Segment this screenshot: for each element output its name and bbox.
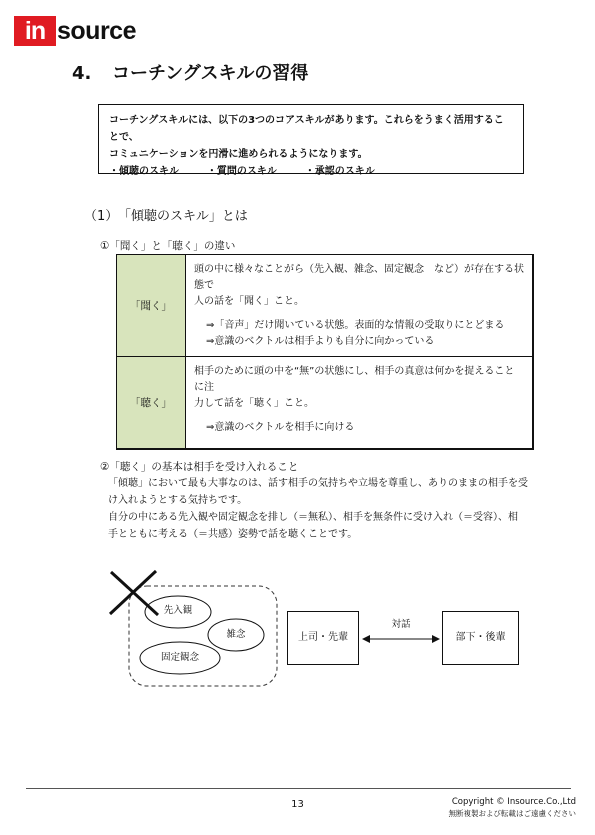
body-line: 「傾聴」において最も大事なのは、話す相手の気持ちや立場を尊重し、ありのままの相手を受	[108, 478, 528, 489]
summary-line-2: コミュニケーションを円滑に進められるようになります。	[109, 149, 368, 160]
bubble-label-distraction: 雑念	[226, 629, 246, 640]
point-2-title: ②「聴く」の基本は相手を受け入れること	[100, 461, 299, 473]
bubble-label-preconception: 先入観	[163, 605, 193, 616]
copyright-block	[426, 797, 576, 819]
dialogue-arrow	[362, 632, 440, 646]
section-title: コーチングスキルの習得	[112, 63, 309, 84]
copyright-text: Copyright © Insource.Co.,Ltd	[451, 797, 576, 807]
description-line: 頭の中に様々なことがら（先入観、雑念、固定観念 など）が存在する状態で	[194, 264, 524, 291]
note-line: ⇒意識のベクトルは相手よりも自分に向かっている	[206, 336, 435, 347]
note-line: ⇒「音声」だけ聞いている状態。表面的な情報の受取りにとどまる	[206, 320, 505, 331]
skill-questioning: ・質問のスキル	[206, 166, 277, 177]
footer-divider	[26, 788, 571, 789]
description-line: 力して話を「聴く」こと。	[194, 398, 314, 409]
logo-source-text: source	[57, 17, 136, 45]
bubble-label-fixed-idea: 固定観念	[160, 652, 199, 663]
subsection-number: （1）	[84, 209, 119, 224]
reproduction-notice: 無断複製および転載はご遠慮ください	[448, 809, 576, 818]
logo-in-block: in	[14, 16, 56, 46]
summary-line-1: コーチングスキルには、以下の3つのコアスキルがあります。これらをうまく活用することで、	[109, 115, 504, 143]
section-number: 4.	[72, 63, 92, 84]
box-subordinate: 部下・後輩	[442, 611, 519, 665]
note-line: ⇒意識のベクトルを相手に向ける	[206, 422, 355, 433]
dialogue-label: 対話	[391, 619, 411, 630]
subsection-title: 「傾聴のスキル」とは	[118, 209, 248, 224]
box-superior: 上司・先輩	[287, 611, 359, 665]
point-1-title: ①「聞く」と「聴く」の違い	[100, 240, 236, 252]
skill-acknowledging: ・承認のスキル	[304, 166, 375, 177]
page-number: 13	[291, 799, 304, 810]
body-line: 手とともに考える（＝共感）姿勢で話を聴くことです。	[108, 529, 358, 540]
description-line: 人の話を「聞く」こと。	[194, 296, 304, 307]
body-line: け入れようとする気持ちです。	[108, 495, 248, 506]
description-line: 相手のために頭の中を“無”の状態にし、相手の真意は何かを捉えることに注	[194, 366, 515, 393]
row-label-kiku-listen: 「聴く」	[117, 357, 186, 450]
row-label-kiku: 「聞く」	[117, 255, 186, 357]
skill-listening: ・傾聴のスキル	[109, 166, 179, 177]
body-line: 自分の中にある先入観や固定観念を排し（＝無私）、相手を無条件に受け入れ（＝受容）、相	[108, 512, 518, 523]
